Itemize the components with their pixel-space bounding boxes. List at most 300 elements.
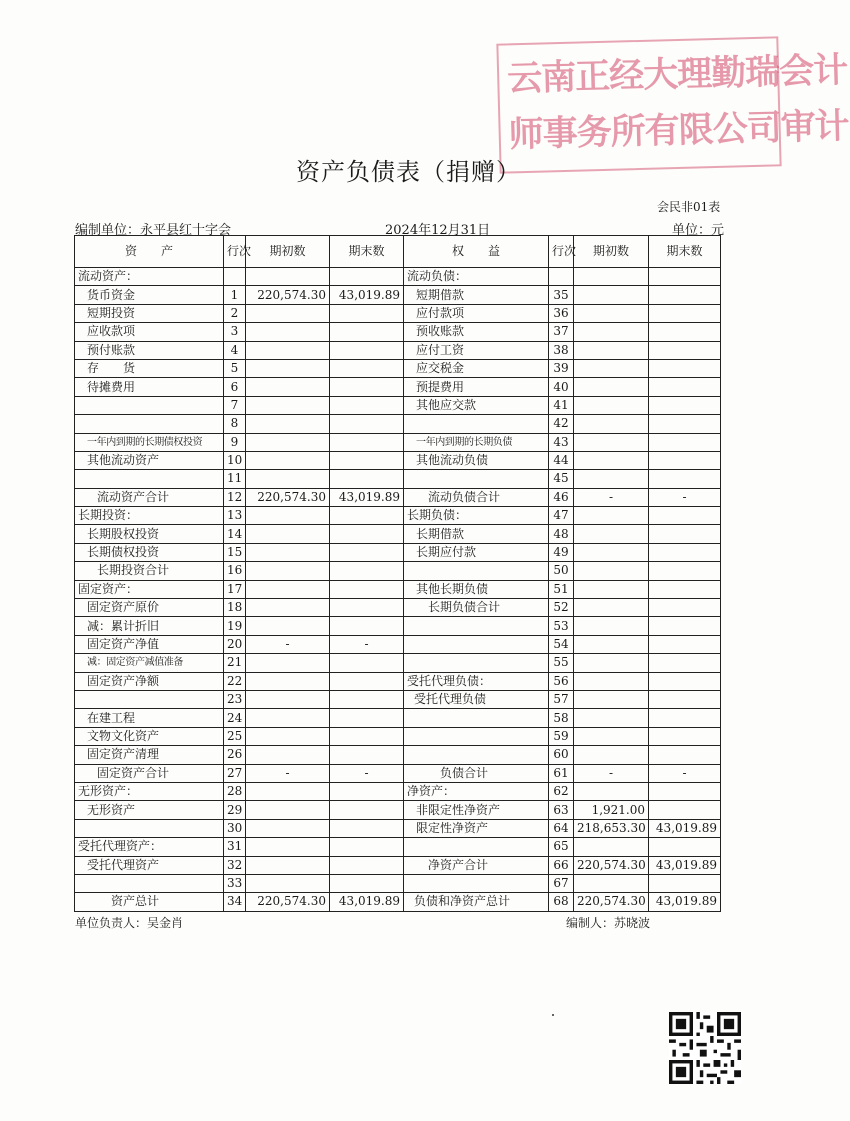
table-row xyxy=(75,727,721,745)
equity-end-cell xyxy=(649,874,721,892)
equity-end-cell xyxy=(649,451,721,469)
asset-end-cell xyxy=(330,525,404,543)
equity-item-cell xyxy=(404,709,549,727)
table-row xyxy=(75,819,721,837)
equity-line-cell: 62 xyxy=(549,782,574,800)
equity-end-cell xyxy=(649,635,721,653)
equity-line-cell: 63 xyxy=(549,801,574,819)
equity-begin-cell xyxy=(574,286,649,304)
equity-line-cell: 45 xyxy=(549,470,574,488)
equity-item-cell: 负债合计 xyxy=(404,764,549,782)
equity-end-cell xyxy=(649,617,721,635)
asset-item-cell: 减：累计折旧 xyxy=(75,617,224,635)
table-row xyxy=(75,341,721,359)
asset-line-cell: 14 xyxy=(224,525,246,543)
equity-item-cell: 其他长期负债 xyxy=(404,580,549,598)
equity-begin-cell xyxy=(574,635,649,653)
equity-end-cell xyxy=(649,507,721,525)
asset-begin-cell: 220,574.30 xyxy=(246,893,330,911)
table-row xyxy=(75,470,721,488)
header-equity-line: 行次 xyxy=(549,236,574,268)
equity-line-cell: 49 xyxy=(549,543,574,561)
asset-begin-cell xyxy=(246,801,330,819)
equity-end-cell xyxy=(649,359,721,377)
equity-begin-cell xyxy=(574,359,649,377)
asset-item-cell xyxy=(75,415,224,433)
asset-end-cell xyxy=(330,433,404,451)
equity-line-cell: 68 xyxy=(549,893,574,911)
table-row xyxy=(75,709,721,727)
equity-begin-cell: 220,574.30 xyxy=(574,856,649,874)
equity-end-cell xyxy=(649,838,721,856)
asset-end-cell: 43,019.89 xyxy=(330,893,404,911)
asset-end-cell xyxy=(330,599,404,617)
equity-line-cell: 51 xyxy=(549,580,574,598)
table-row xyxy=(75,323,721,341)
equity-item-cell: 应交税金 xyxy=(404,359,549,377)
asset-begin-cell xyxy=(246,562,330,580)
asset-line-cell: 7 xyxy=(224,396,246,414)
equity-begin-cell xyxy=(574,654,649,672)
asset-begin-cell xyxy=(246,396,330,414)
asset-line-cell: 30 xyxy=(224,819,246,837)
equity-line-cell: 57 xyxy=(549,690,574,708)
equity-item-cell xyxy=(404,470,549,488)
asset-line-cell: 24 xyxy=(224,709,246,727)
currency-unit: 单位：元 xyxy=(672,223,725,238)
equity-item-cell: 负债和净资产总计 xyxy=(404,893,549,911)
equity-line-cell: 55 xyxy=(549,654,574,672)
equity-line-cell: 64 xyxy=(549,819,574,837)
equity-line-cell: 40 xyxy=(549,378,574,396)
asset-end-cell xyxy=(330,690,404,708)
equity-item-cell: 净资产合计 xyxy=(404,856,549,874)
asset-end-cell xyxy=(330,874,404,892)
asset-line-cell: 6 xyxy=(224,378,246,396)
asset-end-cell xyxy=(330,819,404,837)
asset-begin-cell xyxy=(246,838,330,856)
table-row xyxy=(75,801,721,819)
asset-end-cell xyxy=(330,507,404,525)
asset-line-cell: 13 xyxy=(224,507,246,525)
table-row xyxy=(75,415,721,433)
equity-item-cell xyxy=(404,635,549,653)
asset-item-cell: 固定资产净值 xyxy=(75,635,224,653)
header-equity-end: 期末数 xyxy=(649,236,721,268)
asset-begin-cell xyxy=(246,268,330,286)
equity-line-cell: 42 xyxy=(549,415,574,433)
equity-line-cell: 35 xyxy=(549,286,574,304)
table-row xyxy=(75,764,721,782)
equity-begin-cell xyxy=(574,341,649,359)
table-row xyxy=(75,562,721,580)
asset-line-cell: 23 xyxy=(224,690,246,708)
page-title: 资产负债表（捐赠） xyxy=(296,158,521,186)
header-asset-line: 行次 xyxy=(224,236,246,268)
asset-item-cell: 受托代理资产： xyxy=(75,838,224,856)
asset-begin-cell xyxy=(246,525,330,543)
preparing-unit: 编制单位：永平县红十字会 xyxy=(75,223,232,238)
asset-item-cell xyxy=(75,396,224,414)
equity-end-cell: 43,019.89 xyxy=(649,893,721,911)
equity-item-cell: 限定性净资产 xyxy=(404,819,549,837)
asset-end-cell xyxy=(330,838,404,856)
asset-item-cell: 货币资金 xyxy=(75,286,224,304)
asset-item-cell: 短期投资 xyxy=(75,304,224,322)
table-row xyxy=(75,488,721,506)
asset-item-cell: 受托代理资产 xyxy=(75,856,224,874)
equity-line-cell: 61 xyxy=(549,764,574,782)
equity-end-cell xyxy=(649,415,721,433)
asset-begin-cell xyxy=(246,341,330,359)
equity-begin-cell xyxy=(574,507,649,525)
equity-begin-cell: 220,574.30 xyxy=(574,893,649,911)
audit-seal xyxy=(496,36,850,173)
equity-line-cell: 39 xyxy=(549,359,574,377)
equity-line-cell: 58 xyxy=(549,709,574,727)
asset-end-cell xyxy=(330,746,404,764)
header-asset-begin: 期初数 xyxy=(246,236,330,268)
asset-line-cell: 4 xyxy=(224,341,246,359)
asset-begin-cell: 220,574.30 xyxy=(246,286,330,304)
equity-end-cell xyxy=(649,286,721,304)
equity-begin-cell xyxy=(574,617,649,635)
asset-line-cell: 33 xyxy=(224,874,246,892)
equity-begin-cell xyxy=(574,580,649,598)
asset-end-cell xyxy=(330,562,404,580)
asset-end-cell xyxy=(330,709,404,727)
table-row xyxy=(75,304,721,322)
report-date: 2024年12月31日 xyxy=(385,223,491,238)
asset-begin-cell: - xyxy=(246,764,330,782)
asset-end-cell: - xyxy=(330,635,404,653)
asset-begin-cell xyxy=(246,819,330,837)
table-row xyxy=(75,268,721,286)
asset-line-cell: 5 xyxy=(224,359,246,377)
preparer-signature: 编制人：苏晓波 xyxy=(566,916,651,930)
equity-begin-cell xyxy=(574,746,649,764)
table-row xyxy=(75,672,721,690)
asset-line-cell: 11 xyxy=(224,470,246,488)
asset-end-cell xyxy=(330,359,404,377)
asset-begin-cell xyxy=(246,304,330,322)
equity-item-cell xyxy=(404,617,549,635)
equity-end-cell xyxy=(649,433,721,451)
table-row xyxy=(75,507,721,525)
asset-end-cell: - xyxy=(330,764,404,782)
table-row xyxy=(75,433,721,451)
table-row xyxy=(75,874,721,892)
equity-item-cell xyxy=(404,654,549,672)
equity-item-cell: 应付工资 xyxy=(404,341,549,359)
equity-end-cell xyxy=(649,599,721,617)
equity-line-cell: 59 xyxy=(549,727,574,745)
asset-item-cell: 一年内到期的长期债权投资 xyxy=(75,433,224,451)
equity-line-cell: 53 xyxy=(549,617,574,635)
asset-line-cell: 26 xyxy=(224,746,246,764)
asset-begin-cell xyxy=(246,359,330,377)
equity-line-cell: 43 xyxy=(549,433,574,451)
equity-line-cell: 52 xyxy=(549,599,574,617)
equity-begin-cell xyxy=(574,304,649,322)
asset-line-cell: 21 xyxy=(224,654,246,672)
equity-begin-cell xyxy=(574,396,649,414)
table-row xyxy=(75,286,721,304)
equity-item-cell: 其他应交款 xyxy=(404,396,549,414)
asset-end-cell xyxy=(330,341,404,359)
header-equity-begin: 期初数 xyxy=(574,236,649,268)
seal-line-2: 师事务所有限公司审计 xyxy=(508,106,850,156)
table-row xyxy=(75,838,721,856)
asset-begin-cell xyxy=(246,470,330,488)
equity-line-cell: 36 xyxy=(549,304,574,322)
equity-end-cell xyxy=(649,525,721,543)
asset-begin-cell xyxy=(246,874,330,892)
asset-item-cell: 预付账款 xyxy=(75,341,224,359)
equity-begin-cell xyxy=(574,451,649,469)
asset-item-cell: 流动资产： xyxy=(75,268,224,286)
equity-line-cell: 67 xyxy=(549,874,574,892)
asset-end-cell xyxy=(330,782,404,800)
table-row xyxy=(75,617,721,635)
asset-item-cell: 固定资产清理 xyxy=(75,746,224,764)
asset-line-cell: 1 xyxy=(224,286,246,304)
asset-begin-cell xyxy=(246,323,330,341)
asset-end-cell xyxy=(330,672,404,690)
equity-line-cell: 65 xyxy=(549,838,574,856)
equity-begin-cell xyxy=(574,415,649,433)
equity-begin-cell xyxy=(574,672,649,690)
asset-item-cell: 资产总计 xyxy=(75,893,224,911)
equity-line-cell: 54 xyxy=(549,635,574,653)
table-row xyxy=(75,580,721,598)
equity-line-cell: 41 xyxy=(549,396,574,414)
equity-end-cell xyxy=(649,801,721,819)
balance-sheet-table xyxy=(74,235,721,912)
asset-end-cell: 43,019.89 xyxy=(330,286,404,304)
equity-item-cell: 应付款项 xyxy=(404,304,549,322)
asset-item-cell: 固定资产合计 xyxy=(75,764,224,782)
asset-item-cell: 长期债权投资 xyxy=(75,543,224,561)
asset-line-cell: 15 xyxy=(224,543,246,561)
asset-begin-cell xyxy=(246,599,330,617)
asset-item-cell: 流动资产合计 xyxy=(75,488,224,506)
equity-begin-cell: - xyxy=(574,764,649,782)
equity-item-cell: 预收账款 xyxy=(404,323,549,341)
equity-begin-cell xyxy=(574,709,649,727)
equity-end-cell: 43,019.89 xyxy=(649,856,721,874)
equity-item-cell xyxy=(404,874,549,892)
asset-end-cell xyxy=(330,268,404,286)
equity-item-cell: 非限定性净资产 xyxy=(404,801,549,819)
asset-line-cell: 27 xyxy=(224,764,246,782)
asset-begin-cell xyxy=(246,543,330,561)
equity-line-cell: 37 xyxy=(549,323,574,341)
equity-item-cell: 长期负债合计 xyxy=(404,599,549,617)
asset-end-cell: 43,019.89 xyxy=(330,488,404,506)
equity-begin-cell: 218,653.30 xyxy=(574,819,649,837)
asset-end-cell xyxy=(330,801,404,819)
table-row xyxy=(75,543,721,561)
asset-end-cell xyxy=(330,654,404,672)
equity-begin-cell xyxy=(574,562,649,580)
asset-item-cell: 固定资产净额 xyxy=(75,672,224,690)
equity-end-cell xyxy=(649,782,721,800)
equity-begin-cell xyxy=(574,727,649,745)
equity-line-cell: 60 xyxy=(549,746,574,764)
asset-item-cell: 应收款项 xyxy=(75,323,224,341)
asset-line-cell: 25 xyxy=(224,727,246,745)
asset-end-cell xyxy=(330,323,404,341)
asset-begin-cell xyxy=(246,378,330,396)
table-row xyxy=(75,451,721,469)
equity-item-cell: 长期借款 xyxy=(404,525,549,543)
asset-begin-cell xyxy=(246,580,330,598)
equity-line-cell: 47 xyxy=(549,507,574,525)
asset-end-cell xyxy=(330,304,404,322)
table-row xyxy=(75,635,721,653)
equity-begin-cell xyxy=(574,378,649,396)
asset-end-cell xyxy=(330,580,404,598)
asset-line-cell: 9 xyxy=(224,433,246,451)
equity-end-cell: - xyxy=(649,764,721,782)
equity-begin-cell xyxy=(574,543,649,561)
equity-begin-cell: - xyxy=(574,488,649,506)
equity-end-cell xyxy=(649,672,721,690)
asset-item-cell: 长期投资： xyxy=(75,507,224,525)
asset-begin-cell xyxy=(246,654,330,672)
header-asset: 资 产 xyxy=(75,236,224,268)
equity-item-cell xyxy=(404,727,549,745)
equity-line-cell: 38 xyxy=(549,341,574,359)
equity-begin-cell xyxy=(574,433,649,451)
equity-item-cell: 流动负债： xyxy=(404,268,549,286)
asset-line-cell: 16 xyxy=(224,562,246,580)
asset-line-cell: 10 xyxy=(224,451,246,469)
asset-item-cell: 减：固定资产减值准备 xyxy=(75,654,224,672)
asset-item-cell xyxy=(75,470,224,488)
equity-begin-cell xyxy=(574,323,649,341)
equity-begin-cell xyxy=(574,838,649,856)
equity-line-cell: 44 xyxy=(549,451,574,469)
equity-begin-cell xyxy=(574,525,649,543)
equity-end-cell xyxy=(649,470,721,488)
table-row xyxy=(75,690,721,708)
asset-item-cell: 存 货 xyxy=(75,359,224,377)
qr-code-icon xyxy=(669,1012,741,1084)
equity-end-cell xyxy=(649,690,721,708)
table-row xyxy=(75,654,721,672)
equity-end-cell xyxy=(649,323,721,341)
equity-begin-cell: 1,921.00 xyxy=(574,801,649,819)
table-row xyxy=(75,746,721,764)
table-header-row xyxy=(75,236,721,268)
asset-line-cell: 12 xyxy=(224,488,246,506)
equity-begin-cell xyxy=(574,782,649,800)
equity-end-cell xyxy=(649,341,721,359)
seal-line-1: 云南正经大理勤瑞会计 xyxy=(506,50,848,100)
equity-line-cell xyxy=(549,268,574,286)
asset-end-cell xyxy=(330,543,404,561)
equity-item-cell xyxy=(404,746,549,764)
asset-item-cell: 待摊费用 xyxy=(75,378,224,396)
asset-line-cell: 31 xyxy=(224,838,246,856)
equity-end-cell xyxy=(649,580,721,598)
table-row xyxy=(75,396,721,414)
equity-item-cell: 预提费用 xyxy=(404,378,549,396)
asset-line-cell: 32 xyxy=(224,856,246,874)
table-row xyxy=(75,893,721,911)
asset-begin-cell xyxy=(246,746,330,764)
speck xyxy=(552,1014,554,1016)
asset-item-cell xyxy=(75,819,224,837)
equity-item-cell: 受托代理负债： xyxy=(404,672,549,690)
principal-signature: 单位负责人：吴金肖 xyxy=(75,916,184,930)
equity-line-cell: 46 xyxy=(549,488,574,506)
equity-end-cell: - xyxy=(649,488,721,506)
asset-begin-cell xyxy=(246,433,330,451)
asset-line-cell: 2 xyxy=(224,304,246,322)
asset-begin-cell xyxy=(246,727,330,745)
asset-end-cell xyxy=(330,617,404,635)
asset-item-cell: 其他流动资产 xyxy=(75,451,224,469)
asset-begin-cell: 220,574.30 xyxy=(246,488,330,506)
asset-begin-cell: - xyxy=(246,635,330,653)
equity-item-cell: 长期负债： xyxy=(404,507,549,525)
asset-begin-cell xyxy=(246,690,330,708)
header-equity: 权 益 xyxy=(404,236,549,268)
asset-item-cell xyxy=(75,874,224,892)
asset-line-cell: 28 xyxy=(224,782,246,800)
equity-item-cell: 净资产： xyxy=(404,782,549,800)
asset-end-cell xyxy=(330,470,404,488)
asset-item-cell: 无形资产： xyxy=(75,782,224,800)
table-row xyxy=(75,525,721,543)
asset-begin-cell xyxy=(246,856,330,874)
asset-line-cell: 8 xyxy=(224,415,246,433)
equity-end-cell: 43,019.89 xyxy=(649,819,721,837)
equity-end-cell xyxy=(649,378,721,396)
asset-line-cell: 3 xyxy=(224,323,246,341)
asset-end-cell xyxy=(330,396,404,414)
equity-end-cell xyxy=(649,562,721,580)
asset-begin-cell xyxy=(246,507,330,525)
equity-end-cell xyxy=(649,268,721,286)
table-row xyxy=(75,359,721,377)
asset-item-cell: 固定资产原价 xyxy=(75,599,224,617)
asset-item-cell xyxy=(75,690,224,708)
asset-end-cell xyxy=(330,451,404,469)
asset-end-cell xyxy=(330,378,404,396)
equity-item-cell: 流动负债合计 xyxy=(404,488,549,506)
asset-line-cell: 29 xyxy=(224,801,246,819)
asset-end-cell xyxy=(330,856,404,874)
asset-end-cell xyxy=(330,415,404,433)
equity-item-cell: 一年内到期的长期负债 xyxy=(404,433,549,451)
asset-item-cell: 在建工程 xyxy=(75,709,224,727)
equity-item-cell: 其他流动负债 xyxy=(404,451,549,469)
asset-end-cell xyxy=(330,727,404,745)
equity-item-cell xyxy=(404,562,549,580)
asset-begin-cell xyxy=(246,709,330,727)
equity-line-cell: 48 xyxy=(549,525,574,543)
equity-line-cell: 56 xyxy=(549,672,574,690)
asset-line-cell: 18 xyxy=(224,599,246,617)
equity-end-cell xyxy=(649,396,721,414)
asset-line-cell xyxy=(224,268,246,286)
equity-item-cell: 短期借款 xyxy=(404,286,549,304)
asset-begin-cell xyxy=(246,415,330,433)
